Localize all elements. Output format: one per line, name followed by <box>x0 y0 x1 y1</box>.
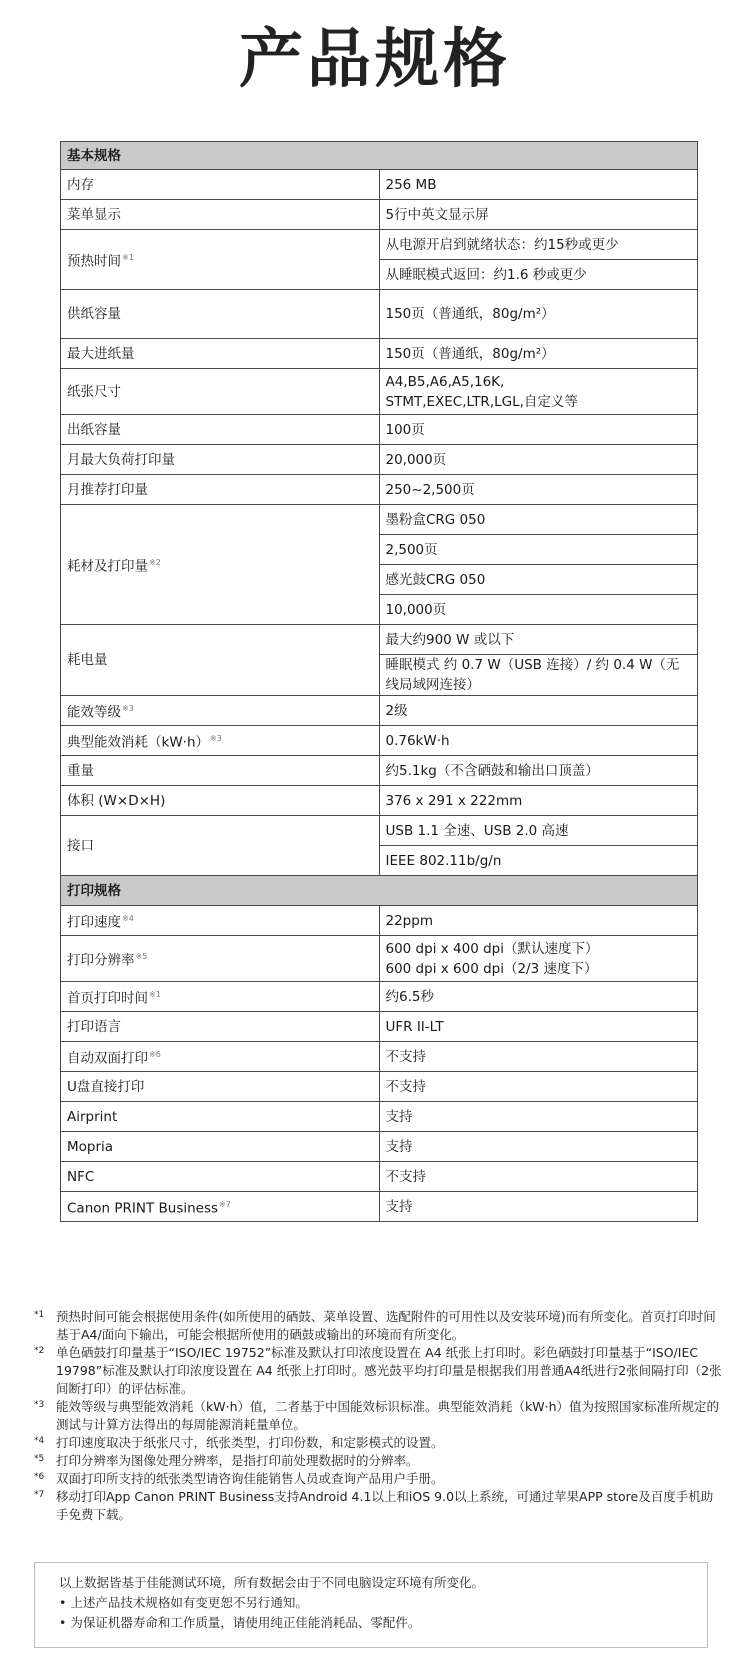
spec-label <box>61 339 380 369</box>
footnote-mark: *3 <box>34 1400 45 1410</box>
spec-value: 150页（普通纸，80g/m²） <box>379 290 698 339</box>
spec-value: 376 x 291 x 222mm <box>379 786 698 816</box>
spec-label-text: 内存 <box>67 176 94 193</box>
spec-label <box>61 1012 380 1042</box>
spec-row <box>61 415 698 445</box>
footnote-item <box>34 1344 724 1398</box>
spec-label-text: 月推荐打印量 <box>67 481 148 498</box>
spec-label <box>61 445 380 475</box>
spec-label <box>61 906 380 936</box>
footnote-mark: *5 <box>34 1454 45 1464</box>
footnote-marker: ※3 <box>122 703 134 713</box>
spec-value: 支持 <box>379 1192 698 1222</box>
spec-label-text: 首页打印时间 <box>67 990 148 1007</box>
spec-value: 22ppm <box>379 906 698 936</box>
footnote-item <box>34 1398 724 1434</box>
spec-value: 墨粉盒CRG 050 <box>379 505 698 535</box>
section-title: 打印规格 <box>61 876 698 906</box>
spec-label-text: 打印速度 <box>67 914 121 931</box>
spec-value: 不支持 <box>379 1042 698 1072</box>
spec-value: 从电源开启到就绪状态：约15秒或更少 <box>379 230 698 260</box>
footnote-text: 单色硒鼓打印量基于“ISO/IEC 19752”标准及默认打印浓度设置在 A4 纸张上打印时。彩色硒鼓打印量基于“ISO/IEC 19798”标准及默认打印浓度设置在 A4 纸张上打印时。感光鼓平均打印量是根据我们用普通A4纸进行2张间隔打印（2张间断打印）的评估标准。 <box>56 1345 722 1396</box>
spec-value: 支持 <box>379 1102 698 1132</box>
spec-row <box>61 369 698 415</box>
spec-row <box>61 1042 698 1072</box>
footnote-marker: ※3 <box>210 733 222 743</box>
section-header <box>61 876 698 906</box>
spec-value: IEEE 802.11b/g/n <box>379 846 698 876</box>
spec-label-text: 能效等级 <box>67 704 121 721</box>
spec-row <box>61 816 698 846</box>
spec-label <box>61 1192 380 1222</box>
footnote-text: 能效等级与典型能效消耗（kW·h）值，二者基于中国能效标识标准。典型能效消耗（kW·h）值为按照国家标准所规定的测试与计算方法得出的每周能源消耗量单位。 <box>56 1399 719 1432</box>
footnote-mark: *2 <box>34 1346 45 1356</box>
footnote-item <box>34 1434 724 1452</box>
spec-row <box>61 1072 698 1102</box>
spec-label <box>61 505 380 625</box>
footnote-text: 移动打印App Canon PRINT Business支持Android 4.1以上和iOS 9.0以上系统，可通过苹果APP store及百度手机助手免费下载。 <box>56 1489 714 1522</box>
spec-row <box>61 200 698 230</box>
spec-value: 5行中英文显示屏 <box>379 200 698 230</box>
spec-label <box>61 1162 380 1192</box>
spec-value: 100页 <box>379 415 698 445</box>
footnote-text: 双面打印所支持的纸张类型请咨询佳能销售人员或查询产品用户手册。 <box>56 1471 444 1486</box>
spec-value: 256 MB <box>379 170 698 200</box>
spec-label-text: 体积 (W×D×H) <box>67 792 166 809</box>
footnote-marker: ※6 <box>149 1049 161 1059</box>
spec-row <box>61 505 698 535</box>
footnote-marker: ※7 <box>219 1199 231 1209</box>
spec-row <box>61 906 698 936</box>
spec-value: USB 1.1 全速、USB 2.0 高速 <box>379 816 698 846</box>
spec-row <box>61 936 698 982</box>
spec-label <box>61 230 380 290</box>
footnote-mark: *6 <box>34 1472 45 1482</box>
spec-row <box>61 170 698 200</box>
spec-value: A4,B5,A6,A5,16K, STMT,EXEC,LTR,LGL,自定义等 <box>379 369 698 415</box>
spec-label-text: 打印分辨率 <box>67 952 135 969</box>
spec-label-text: 重量 <box>67 762 94 779</box>
spec-label <box>61 170 380 200</box>
spec-label-text: 最大进纸量 <box>67 345 135 362</box>
spec-label-text: 耗材及打印量 <box>67 558 148 575</box>
spec-row <box>61 339 698 369</box>
spec-value: 支持 <box>379 1132 698 1162</box>
spec-label-text: 接口 <box>67 837 94 854</box>
spec-label-text: 出纸容量 <box>67 421 121 438</box>
spec-label-text: 菜单显示 <box>67 206 121 223</box>
spec-row <box>61 1162 698 1192</box>
spec-label-text: 月最大负荷打印量 <box>67 451 175 468</box>
spec-value: 感光鼓CRG 050 <box>379 565 698 595</box>
spec-value: 250~2,500页 <box>379 475 698 505</box>
spec-row <box>61 230 698 260</box>
footnote-item <box>34 1308 724 1344</box>
spec-value: UFR II-LT <box>379 1012 698 1042</box>
spec-label <box>61 786 380 816</box>
spec-row <box>61 1102 698 1132</box>
spec-row <box>61 475 698 505</box>
spec-value: 10,000页 <box>379 595 698 625</box>
footnote-mark: *7 <box>34 1490 45 1500</box>
spec-value: 150页（普通纸，80g/m²） <box>379 339 698 369</box>
spec-row <box>61 696 698 726</box>
spec-label <box>61 475 380 505</box>
footnotes <box>34 1308 724 1524</box>
spec-label-text: Mopria <box>67 1138 114 1155</box>
footnote-marker: ※4 <box>122 913 134 923</box>
spec-label <box>61 696 380 726</box>
footnote-item <box>34 1488 724 1524</box>
spec-label-text: 典型能效消耗（kW·h） <box>67 734 210 751</box>
spec-value: 600 dpi x 400 dpi（默认速度下） 600 dpi x 600 dpi（2/3 速度下） <box>379 936 698 982</box>
spec-value: 2级 <box>379 696 698 726</box>
spec-label <box>61 415 380 445</box>
spec-label-text: 供纸容量 <box>67 306 121 322</box>
disclaimer-intro: 以上数据皆基于佳能测试环境，所有数据会由于不同电脑设定环境有所变化。 <box>59 1575 485 1590</box>
spec-label <box>61 1042 380 1072</box>
spec-row <box>61 290 698 339</box>
spec-label <box>61 1072 380 1102</box>
footnote-marker: ※5 <box>135 951 148 961</box>
footnote-text: 打印速度取决于纸张尺寸，纸张类型，打印份数，和定影模式的设置。 <box>56 1435 444 1450</box>
spec-value: 从睡眠模式返回：约1.6 秒或更少 <box>379 260 698 290</box>
footnote-marker: ※2 <box>149 557 161 567</box>
spec-value: 约5.1kg（不含硒鼓和输出口顶盖） <box>379 756 698 786</box>
disclaimer-bullet: • 上述产品技术规格如有变更恕不另行通知。 <box>59 1595 308 1610</box>
spec-row <box>61 1192 698 1222</box>
spec-label <box>61 290 380 339</box>
footnote-mark: *4 <box>34 1436 45 1446</box>
spec-label-text: 打印语言 <box>67 1018 121 1035</box>
spec-label-text: NFC <box>67 1168 95 1185</box>
spec-label <box>61 1132 380 1162</box>
spec-label <box>61 200 380 230</box>
spec-label <box>61 756 380 786</box>
footnote-text: 打印分辨率为图像处理分辨率，是指打印前处理数据时的分辨率。 <box>56 1453 419 1468</box>
spec-label-text: 预热时间 <box>67 253 121 270</box>
spec-label <box>61 369 380 415</box>
footnote-mark: *1 <box>34 1310 45 1320</box>
section-title: 基本规格 <box>61 142 698 170</box>
spec-label-text: 耗电量 <box>67 652 108 668</box>
spec-row <box>61 756 698 786</box>
spec-label <box>61 1102 380 1132</box>
spec-row <box>61 1132 698 1162</box>
spec-label <box>61 816 380 876</box>
spec-label-text: Canon PRINT Business <box>67 1200 219 1217</box>
spec-value: 睡眠模式 约 0.7 W（USB 连接）/ 约 0.4 W（无线局域网连接） <box>379 655 698 696</box>
spec-label-text: 自动双面打印 <box>67 1050 148 1067</box>
spec-row <box>61 982 698 1012</box>
spec-label <box>61 726 380 756</box>
spec-label <box>61 982 380 1012</box>
section-header <box>61 142 698 170</box>
footnote-text: 预热时间可能会根据使用条件(如所使用的硒鼓、菜单设置、选配附件的可用性以及安装环境)而有所变化。首页打印时间基于A4/面向下输出，可能会根据所使用的硒鼓或输出的环境而有所变化。 <box>56 1309 716 1342</box>
spec-value: 2,500页 <box>379 535 698 565</box>
spec-value: 20,000页 <box>379 445 698 475</box>
disclaimer-bullet: • 为保证机器寿命和工作质量，请使用纯正佳能消耗品、零配件。 <box>59 1615 421 1630</box>
spec-value: 最大约900 W 或以下 <box>379 625 698 655</box>
footnote-marker: ※1 <box>122 252 134 262</box>
page-title: 产品规格 <box>239 23 511 97</box>
spec-value: 不支持 <box>379 1162 698 1192</box>
spec-label <box>61 936 380 982</box>
spec-row <box>61 726 698 756</box>
spec-row <box>61 445 698 475</box>
footnote-item <box>34 1452 724 1470</box>
spec-label <box>61 625 380 696</box>
footnote-marker: ※1 <box>149 989 161 999</box>
spec-value: 0.76kW·h <box>379 726 698 756</box>
spec-value: 约6.5秒 <box>379 982 698 1012</box>
disclaimer-box <box>34 1562 708 1648</box>
spec-row <box>61 786 698 816</box>
spec-label-text: U盘直接打印 <box>67 1078 145 1095</box>
footnote-item <box>34 1470 724 1488</box>
spec-row <box>61 1012 698 1042</box>
spec-label-text: 纸张尺寸 <box>67 383 121 400</box>
spec-value: 不支持 <box>379 1072 698 1102</box>
spec-label-text: Airprint <box>67 1108 118 1125</box>
spec-row <box>61 625 698 655</box>
spec-table <box>60 141 698 1222</box>
